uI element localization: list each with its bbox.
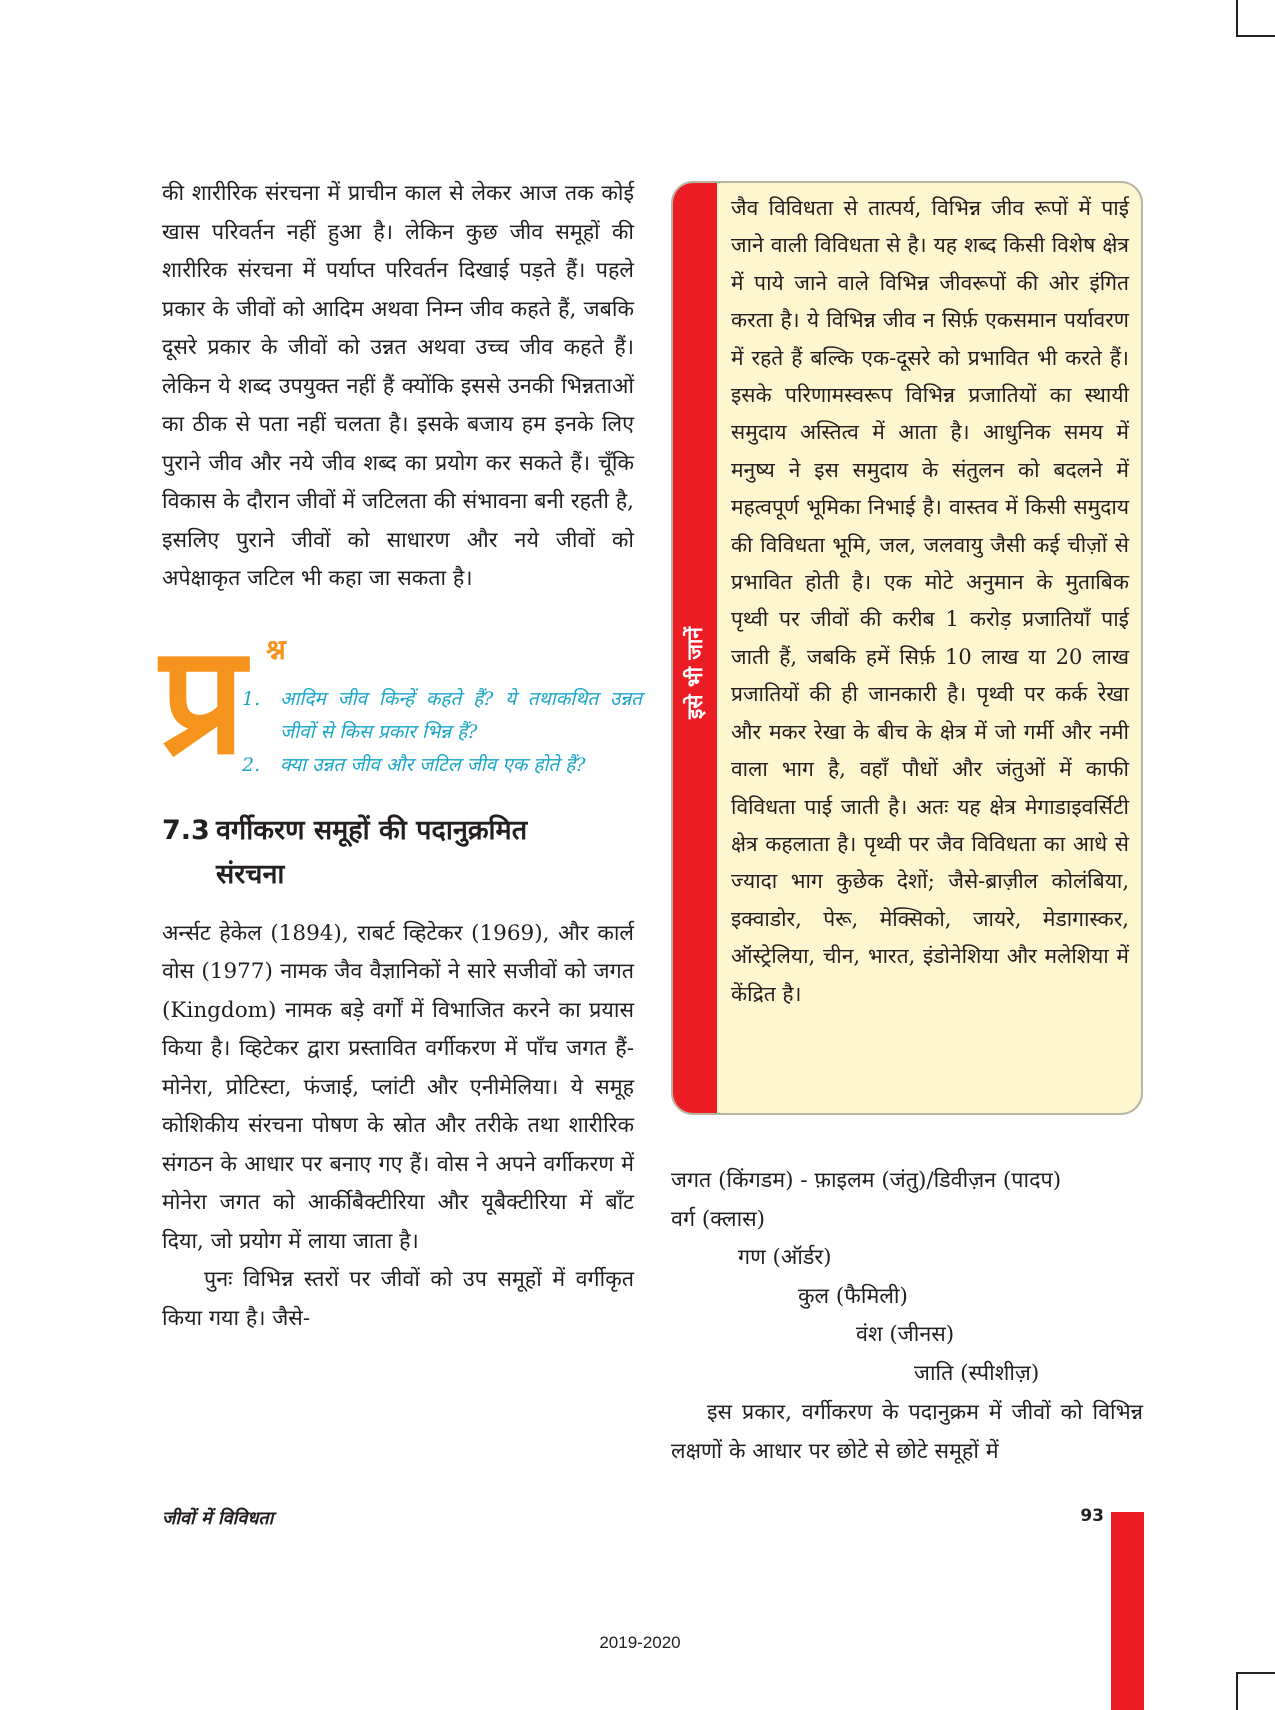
- hierarchy-level: जगत (किंगडम) - फ़ाइलम (जंतु)/डिवीज़न (पादप): [671, 1168, 1062, 1193]
- chapter-footer: जीवों में विविधता: [162, 1508, 274, 1529]
- crop-mark-top-horizontal: [1236, 35, 1275, 37]
- section-title-line1: वर्गीकरण समूहों की पदानुक्रमित: [216, 814, 528, 846]
- info-box-label: इसे भी जानें: [683, 627, 707, 720]
- question-number: 1.: [242, 687, 261, 710]
- crop-mark-top-vertical: [1236, 0, 1238, 36]
- classification-hierarchy: [671, 1162, 1143, 1393]
- crop-mark-bottom-horizontal: [1236, 1672, 1275, 1674]
- info-box: [671, 181, 1143, 1115]
- hierarchy-level: वंश (जीनस): [856, 1322, 955, 1347]
- crop-mark-bottom-vertical: [1236, 1672, 1238, 1710]
- left-column: [160, 175, 642, 1338]
- section-number: 7.3: [162, 814, 210, 846]
- info-box-text: जैव विविधता से तात्पर्य, विभिन्न जीव रूपों में पाई जाने वाली विविधता से है। यह शब्द किसी विशेष क्षेत्र में पाये जाने वाले विभिन्न जीवरूपों की ओर इंगित करता है। ये विभिन्न जीव न सिर्फ़ एकसमान पर्यावरण में रहते हैं बल्कि एक-दूसरे को प्रभावित भी करते हैं। इसके परिणामस्वरूप विभिन्न प्रजातियों का स्थायी समुदाय अस्तित्व में आता है। आधुनिक समय में मनुष्य ने इस समुदाय के संतुलन को बदलने में महत्वपूर्ण भूमिका निभाई है। वास्तव में किसी समुदाय की विविधता भूमि, जल, जलवायु जैसी कई चीज़ों से प्रभावित होती है। एक मोटे अनुमान के मुताबिक पृथ्वी पर जीवों की करीब 1 करोड़ प्रजातियाँ पाई जाती हैं, जबकि हमें सिर्फ़ 10 लाख या 20 लाख प्रजातियों की ही जानकारी है। पृथ्वी पर कर्क रेखा और मकर रेखा के बीच के क्षेत्र में जो गर्मी और नमी वाला भाग है, वहाँ पौधों और जंतुओं में काफी विविधता पाई जाती है। अतः यह क्षेत्र मेगाडाइवर्सिटी क्षेत्र कहलाता है। पृथ्वी पर जैव विविधता का आधे से ज्यादा भाग कुछेक देशों; जैसे-ब्राज़ील कोलंबिया, इक्वाडोर, पेरू, मेक्सिको, जायरे, मेडागास्कर, ऑस्ट्रेलिया, चीन, भारत, इंडोनेशिया और मलेशिया में केंद्रित है।: [731, 196, 1129, 1006]
- edition-year: 2019-2020: [599, 1633, 681, 1652]
- question-text: आदिम जीव किन्हें कहते हैं? ये तथाकथित उन्नत जीवों से किस प्रकार भिन्न हैं?: [280, 687, 642, 743]
- hierarchy-level: जाति (स्पीशीज़): [914, 1360, 1040, 1386]
- questions-glyph: प्र: [160, 613, 246, 788]
- subgroup-paragraph: पुनः विभिन्न स्तरों पर जीवों को उप समूहों में वर्गीकृत किया गया है। जैसे-: [162, 1267, 634, 1331]
- questions-block: [160, 613, 642, 788]
- section-title-line2: संरचना: [216, 858, 285, 890]
- question-item: [242, 683, 642, 749]
- conclusion-paragraph: इस प्रकार, वर्गीकरण के पदानुक्रम में जीवों को विभिन्न लक्षणों के आधार पर छोटे से छोटे समूहों में: [671, 1400, 1143, 1464]
- page-number: 93: [1080, 1506, 1104, 1526]
- intro-paragraph: की शारीरिक संरचना में प्राचीन काल से लेकर आज तक कोई खास परिवर्तन नहीं हुआ है। लेकिन कुछ जीव समूहों की शारीरिक संरचना में पर्याप्त परिवर्तन दिखाई पड़ते हैं। पहले प्रकार के जीवों को आदिम अथवा निम्न जीव कहते हैं, जबकि दूसरे प्रकार के जीवों को उन्नत अथवा उच्च जीव कहते हैं। लेकिन ये शब्द उपयुक्त नहीं हैं क्योंकि इससे उनकी भिन्नताओं का ठीक से पता नहीं चलता है। इसके बजाय हम इनके लिए पुराने जीव और नये जीव शब्द का प्रयोग कर सकते हैं। चूँकि विकास के दौरान जीवों में जटिलता की संभावना बनी रहती है, इसलिए पुराने जीवों को साधारण और नये जीवों को अपेक्षाकृत जटिल भी कहा जा सकता है।: [162, 181, 634, 591]
- questions-word: श्न: [266, 632, 286, 666]
- question-number: 2.: [242, 753, 261, 776]
- kingdom-paragraph: अर्न्सट हेकेल (1894), राबर्ट व्हिटेकर (1969), और कार्ल वोस (1977) नामक जैव वैज्ञानिकों ने सारे सजीवों को जगत (Kingdom) नामक बड़े वर्गों में विभाजित करने का प्रयास किया है। व्हिटेकर द्वारा प्रस्तावित वर्गीकरण में पाँच जगत हैं- मोनेरा, प्रोटिस्टा, फंजाई, प्लांटी और एनीमेलिया। ये समूह कोशिकीय संरचना पोषण के स्रोत और तरीके तथा शारीरिक संगठन के आधार पर बनाए गए हैं। वोस ने अपने वर्गीकरण में मोनेरा जगत को आर्कीबैक्टीरिया और यूबैक्टीरिया में बाँट दिया, जो प्रयोग में लाया जाता है।: [162, 920, 634, 1254]
- question-text: क्या उन्नत जीव और जटिल जीव एक होते हैं?: [280, 753, 586, 776]
- hierarchy-level: कुल (फैमिली): [798, 1283, 908, 1309]
- questions-list: [242, 683, 642, 782]
- hierarchy-level: वर्ग (क्लास): [671, 1206, 766, 1232]
- hierarchy-level: गण (ऑर्डर): [738, 1245, 832, 1270]
- question-item: [242, 749, 642, 782]
- page-edge-band: [1111, 1512, 1144, 1710]
- section-heading: [162, 809, 634, 897]
